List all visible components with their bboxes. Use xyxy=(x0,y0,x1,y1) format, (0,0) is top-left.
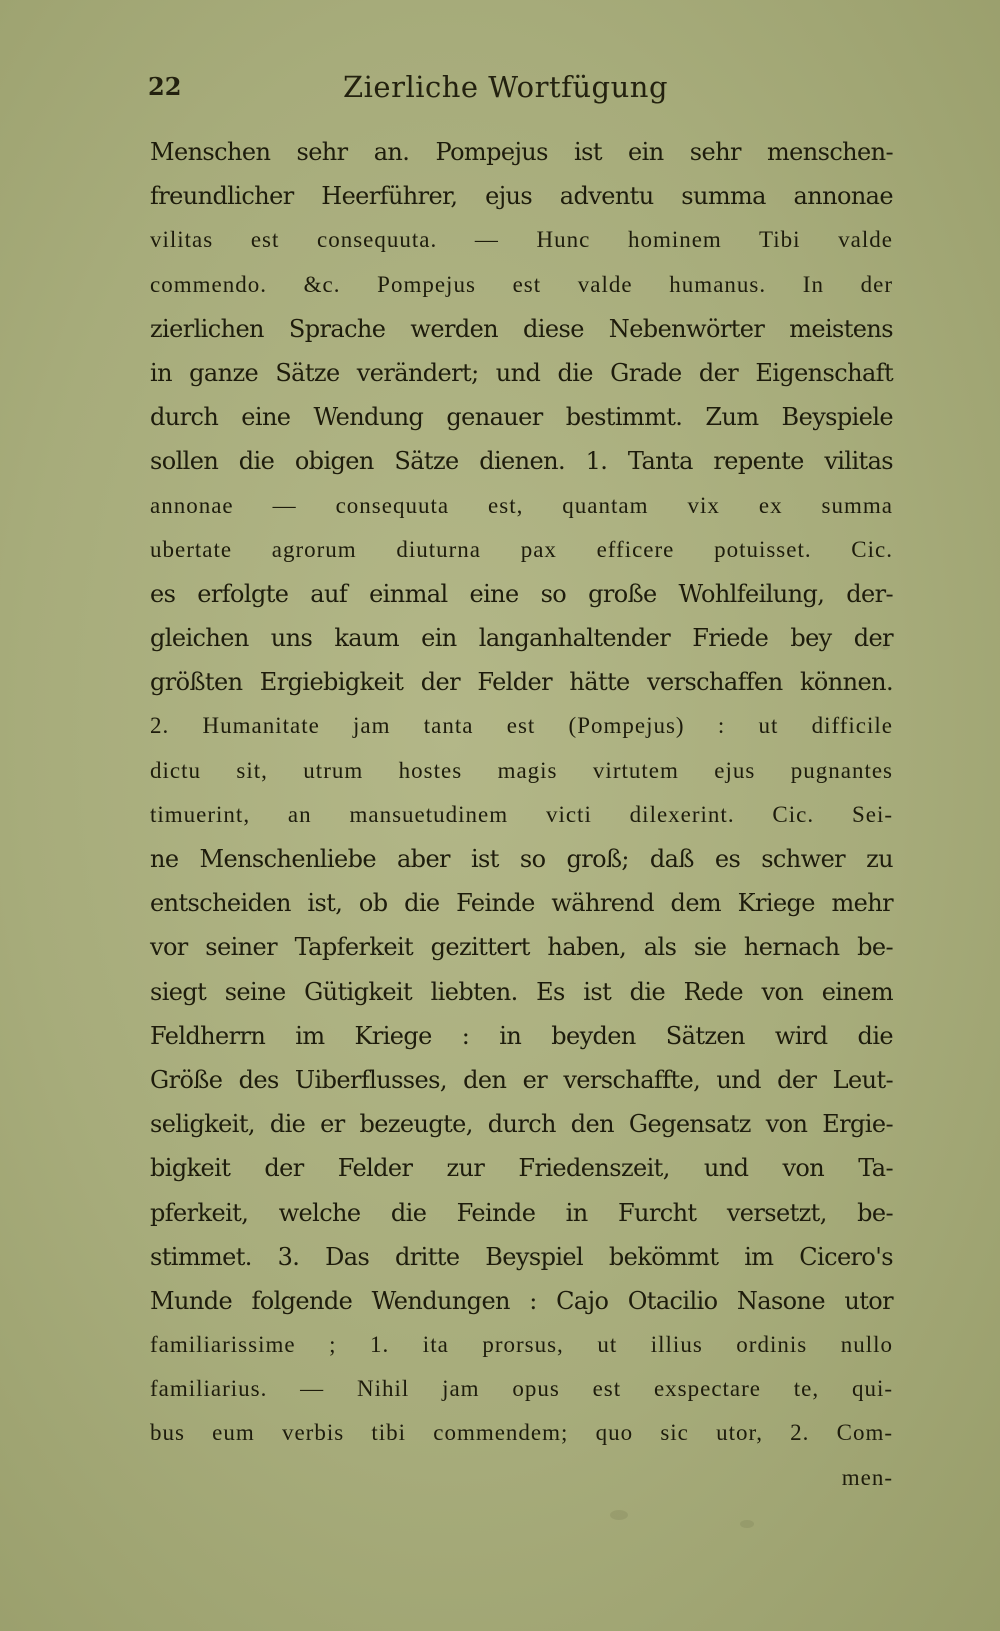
text-line: durch eine Wendung genauer bestimmt. Zum Beyspiele xyxy=(150,403,893,432)
text-line: seligkeit, die er bezeugte, durch den Gegensatz von Ergie- xyxy=(150,1110,893,1139)
text-line: freundlicher Heerführer, ejus adventu summa annonae xyxy=(150,182,893,211)
page-header xyxy=(148,72,908,112)
text-line: stimmet. 3. Das dritte Beyspiel bekömmt im Cicero's xyxy=(150,1242,893,1271)
text-line: commendo. &c. Pompejus est valde humanus. In der xyxy=(150,271,893,297)
running-title: Zierliche Wortfügung xyxy=(343,70,669,104)
catchword: men- xyxy=(841,1464,893,1490)
text-line: in ganze Sätze verändert; und die Grade der Eigenschaft xyxy=(150,358,893,387)
text-line: entscheiden ist, ob die Feinde während dem Kriege mehr xyxy=(150,889,893,918)
text-line: es erfolgte auf einmal eine so große Wohlfeilung, der- xyxy=(150,579,893,608)
text-line: ubertate agrorum diuturna pax efficere potuisset. Cic. xyxy=(150,536,893,562)
text-line: vilitas est consequuta. — Hunc hominem Tibi valde xyxy=(150,227,893,253)
text-line: Feldherrn im Kriege : in beyden Sätzen wird die xyxy=(150,1021,893,1050)
text-line: bigkeit der Felder zur Friedenszeit, und von Ta- xyxy=(150,1154,893,1183)
text-line: familiarius. — Nihil jam opus est exspectare te, qui- xyxy=(150,1376,893,1402)
text-line: sollen die obigen Sätze dienen. 1. Tanta repente vilitas xyxy=(150,447,893,476)
paper-stain xyxy=(740,1520,754,1528)
text-line: Größe des Uiberflusses, den er verschaffte, und der Leut- xyxy=(150,1065,893,1094)
body-text xyxy=(150,130,893,1500)
paper-stain xyxy=(610,1510,628,1520)
text-line: Menschen sehr an. Pompejus ist ein sehr menschen- xyxy=(150,138,893,166)
text-line: dictu sit, utrum hostes magis virtutem ejus pugnantes xyxy=(150,757,893,783)
text-line: familiarissime ; 1. ita prorsus, ut illius ordinis nullo xyxy=(150,1332,893,1358)
text-line: größten Ergiebigkeit der Felder hätte verschaffen können. xyxy=(150,668,893,697)
text-line: Munde folgende Wendungen : Cajo Otacilio Nasone utor xyxy=(150,1286,893,1315)
text-line: timuerint, an mansuetudinem victi dilexerint. Cic. Sei- xyxy=(150,801,893,827)
text-line: zierlichen Sprache werden diese Nebenwörter meistens xyxy=(150,314,893,343)
text-line: annonae — consequuta est, quantam vix ex summa xyxy=(150,492,893,518)
text-line: siegt seine Gütigkeit liebten. Es ist die Rede von einem xyxy=(150,977,893,1006)
page-number: 22 xyxy=(148,72,182,101)
text-line: gleichen uns kaum ein langanhaltender Friede bey der xyxy=(150,624,893,653)
text-line: vor seiner Tapferkeit gezittert haben, als sie hernach be- xyxy=(150,933,893,962)
text-line: ne Menschenliebe aber ist so groß; daß es schwer zu xyxy=(150,845,893,873)
text-line: bus eum verbis tibi commendem; quo sic utor, 2. Com- xyxy=(150,1420,893,1446)
text-line: 2. Humanitate jam tanta est (Pompejus) : ut difficile xyxy=(150,713,893,739)
text-line: pferkeit, welche die Feinde in Furcht versetzt, be- xyxy=(150,1198,893,1227)
